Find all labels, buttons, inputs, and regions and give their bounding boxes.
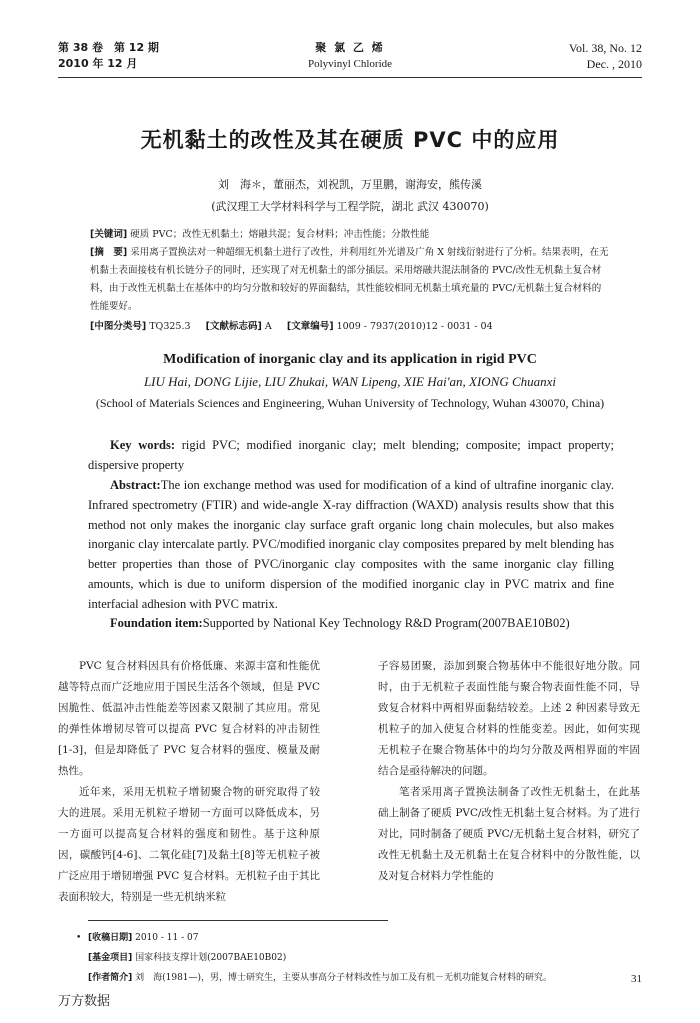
received-label: [收稿日期]: [88, 933, 133, 943]
classification-line: [90, 318, 610, 336]
date-en: Dec. , 2010: [586, 57, 642, 71]
page-number: 31: [631, 973, 642, 985]
article-number-value: 1009 - 7937(2010)12 - 0031 - 04: [336, 321, 493, 332]
foundation-en: [88, 614, 614, 634]
body-paragraph: 笔者采用离子置换法制备了改性无机黏土，在此基础上制备了硬质 PVC/改性无机黏土复合材料。为了进行对比，同时制备了硬质 PVC/无机黏土复合材料，研究了改性无机黏土及无机黏土在复合材料中的分散性能，以及对复合材料力学性能的: [378, 786, 640, 882]
footnote-author: [68, 968, 648, 988]
footnotes: [68, 928, 648, 988]
header-journal: [250, 40, 450, 72]
abstract-en-label: Abstract:: [110, 478, 161, 492]
bullet-icon: •: [76, 933, 82, 943]
volume-issue-en: Vol. 38, No. 12: [568, 41, 642, 55]
body-column-left: [58, 656, 320, 908]
keywords-cn-text: 硬质 PVC；改性无机黏土；熔融共混；复合材料；冲击性能；分散性能: [130, 229, 430, 240]
footnote-received: [68, 928, 648, 948]
doc-code-label: [文献标志码]: [205, 321, 262, 332]
header-volume-cn: [58, 40, 159, 72]
date-cn: 2010 年 12 月: [58, 57, 138, 70]
abstract-cn: [90, 244, 610, 316]
foundation-en-text: Supported by National Key Technology R&D Program(2007BAE10B02): [202, 616, 570, 630]
affiliation-cn: (武汉理工大学材料科学与工程学院，湖北 武汉 430070): [211, 200, 489, 213]
fund-label: [基金项目]: [88, 953, 133, 963]
footnote-fund: [68, 948, 648, 968]
affiliation-en: (School of Materials Sciences and Engineering, Wuhan University of Technology, Wuhan 430070, China): [95, 396, 605, 410]
watermark: 万方数据: [58, 994, 111, 1009]
doc-code-value: A: [264, 321, 272, 332]
keywords-cn: [90, 226, 610, 244]
abstract-cn-label: [摘 要]: [90, 247, 128, 258]
volume-issue-cn: 第 38 卷 第 12 期: [58, 41, 159, 54]
author-bio-label: [作者简介]: [88, 973, 133, 983]
author-bio-text: 刘 海(1981—)，男，博士研究生，主要从事高分子材料改性与加工及有机－无机功能复合材料的研究。: [135, 973, 553, 983]
header-rule: [58, 77, 642, 78]
journal-name-cn: 聚 氯 乙 烯: [315, 41, 385, 54]
authors-en: LIU Hai, DONG Lijie, LIU Zhukai, WAN Lipeng, XIE Hai'an, XIONG Chuanxi: [143, 374, 557, 389]
abstract-en: [88, 476, 614, 615]
received-date: 2010 - 11 - 07: [135, 933, 199, 943]
body-paragraph: 子容易团聚，添加到聚合物基体中不能很好地分散。同时，由于无机粒子表面性能与聚合物表面性能不同，导致复合材料中两相界面黏结较差。上述 2 种因素导致无机粒子的加入使复合材料的性能变差。因此，如何实现无机粒子在聚合物基体中的均匀分散及两相界面的牢固结合是亟待解决的问题。: [378, 660, 640, 777]
keywords-en-text: rigid PVC; modified inorganic clay; melt blending; composite; impact property; dispersive property: [88, 438, 615, 472]
foundation-en-label: Foundation item:: [110, 616, 203, 630]
keywords-cn-label: [关键词]: [90, 229, 128, 240]
keywords-en: [88, 436, 614, 476]
fund-text: 国家科技支撑计划(2007BAE10B02): [135, 953, 287, 963]
clc-value: TQ325.3: [149, 321, 191, 332]
journal-name-en: Polyvinyl Chloride: [307, 58, 393, 70]
abstract-cn-text: 采用离子置换法对一种超细无机黏土进行了改性，并利用红外光谱及广角 X 射线衍射进行了分析。结果表明，在无机黏土表面接枝有机长链分子的同时，还实现了对无机黏土的部分插层。采用熔融共混法制备的 PVC/改性无机黏土复合材料，由于改性无机黏土在基体中的均匀分散和较好的界面黏结，其性能较相同无机黏土填充量的 PVC/无机黏土复合材料的性能要好。: [90, 247, 609, 312]
body-column-right: [378, 656, 640, 887]
clc-label: [中图分类号]: [90, 321, 147, 332]
paper-title-en: Modification of inorganic clay and its application in rigid PVC: [163, 352, 537, 367]
paper-title-cn: 无机黏土的改性及其在硬质 PVC 中的应用: [140, 128, 560, 152]
footnote-rule: [88, 920, 388, 921]
keywords-en-label: Key words:: [110, 438, 176, 452]
body-paragraph: 近年来，采用无机粒子增韧聚合物的研究取得了较大的进展。采用无机粒子增韧一方面可以降低成本，另一方面可以提高复合材料的强度和韧性。基于这种原因，碳酸钙[4-6]、二氧化硅[7]及黏土[8]等无机粒子被广泛应用于增韧增强 PVC 复合材料。无机粒子由于其比表面积较大，特别是一些无机纳米粒: [58, 786, 320, 903]
authors-cn: 刘 海＊，董丽杰，刘祝凯，万里鹏，谢海安，熊传溪: [218, 178, 482, 191]
header-volume-en: [569, 40, 642, 72]
article-number-label: [文章编号]: [286, 321, 334, 332]
body-paragraph: PVC 复合材料因具有价格低廉、来源丰富和性能优越等特点而广泛地应用于国民生活各个领域，但是 PVC 因脆性、低温冲击性能差等因素又限制了其应用。常见的弹性体增韧尽管可以提高 PVC 复合材料的冲击韧性[1-3]，但是却降低了 PVC 复合材料的强度、模量及耐热性。: [58, 660, 320, 777]
abstract-en-text: The ion exchange method was used for modification of a kind of ultrafine inorganic clay. Infrared spectrometry (FTIR) and wide-angle X-ray diffraction (WAXD) analysis results show that this method not only makes the inorganic clay surface graft organic long chain molecules, but also makes inorganic clay intercalate partly. PVC/modified inorganic clay composites prepared by melt blending has better properties than those of PVC/inorganic clay composites with the same inorganic clay filling amounts, which is due to uniform dispersion of the modified inorganic clay in PVC matrix and fine interfacial adhesion with PVC matrix.: [88, 478, 614, 611]
